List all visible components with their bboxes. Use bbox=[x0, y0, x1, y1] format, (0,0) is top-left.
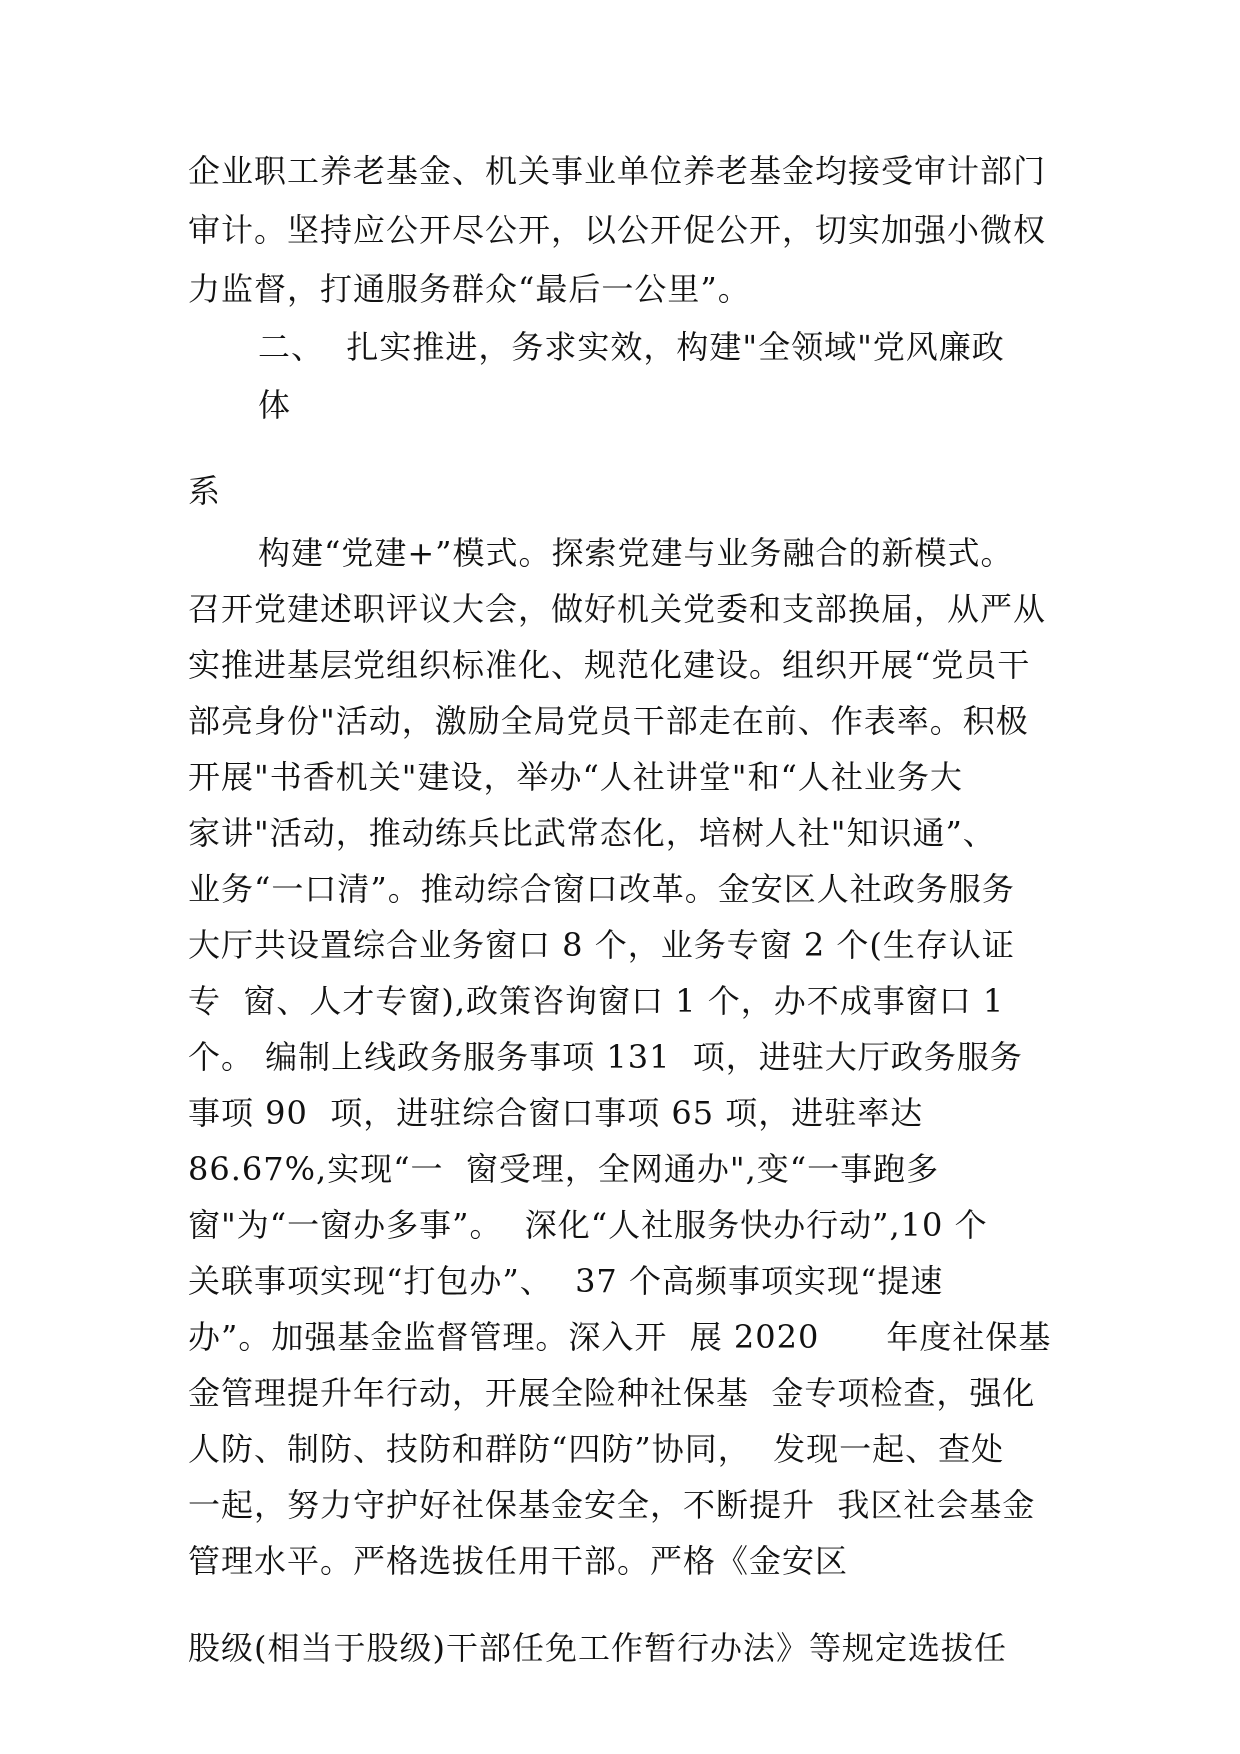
section-heading: 二、 扎实推进，务求实效，构建"全领域"党风廉政 bbox=[258, 328, 1005, 366]
paragraph-line: 家讲"活动，推动练兵比武常态化，培树人社"知识通”、 bbox=[188, 814, 996, 852]
paragraph-line: 部亮身份"活动，激励全局党员干部走在前、作表率。积极 bbox=[188, 702, 1029, 740]
paragraph-line: 企业职工养老基金、机关事业单位养老基金均接受审计部门 bbox=[188, 152, 1047, 190]
paragraph-line: 事项 90 项，进驻综合窗口事项 65 项，进驻率达 bbox=[188, 1094, 924, 1132]
paragraph-line: 实推进基层党组织标准化、规范化建设。组织开展“党员干 bbox=[188, 646, 1031, 684]
paragraph-line: 一起，努力守护好社保基金安全，不断提升 我区社会基金 bbox=[188, 1486, 1036, 1524]
section-heading-end: 系 bbox=[188, 472, 222, 510]
paragraph-line: 人防、制防、技防和群防“四防”协同， 发现一起、查处 bbox=[188, 1430, 1005, 1468]
paragraph-line: 业务“一口清”。推动综合窗口改革。金安区人社政务服务 bbox=[188, 870, 1015, 908]
paragraph-line: 大厅共设置综合业务窗口 8 个，业务专窗 2 个(生存认证 bbox=[188, 926, 1015, 964]
paragraph-line: 股级(相当于股级)干部任免工作暂行办法》等规定选拔任 bbox=[188, 1629, 1007, 1667]
paragraph-line: 86.67%,实现“一 窗受理，全网通办",变“一事跑多 bbox=[188, 1150, 940, 1188]
paragraph-line: 个。 编制上线政务服务事项 131 项，进驻大厅政务服务 bbox=[188, 1038, 1023, 1076]
paragraph-line: 专 窗、人才专窗),政策咨询窗口 1 个，办不成事窗口 1 bbox=[188, 982, 1005, 1020]
paragraph-line: 金管理提升年行动，开展全险种社保基 金专项检查，强化 bbox=[188, 1374, 1036, 1412]
paragraph-line: 审计。坚持应公开尽公开，以公开促公开，切实加强小微权 bbox=[188, 211, 1047, 249]
paragraph-line: 开展"书香机关"建设，举办“人社讲堂"和“人社业务大 bbox=[188, 758, 963, 796]
section-heading-continued: 体 bbox=[258, 386, 292, 424]
paragraph-line: 办”。加强基金监督管理。深入开 展 2020 年度社保基 bbox=[188, 1318, 1052, 1356]
paragraph-line: 构建“党建+”模式。探索党建与业务融合的新模式。 bbox=[258, 534, 1014, 572]
paragraph-line: 管理水平。严格选拔任用干部。严格《金安区 bbox=[188, 1542, 849, 1580]
paragraph-line: 窗"为“一窗办多事”。 深化“人社服务快办行动”,10 个 bbox=[188, 1206, 988, 1244]
paragraph-line: 力监督，打通服务群众“最后一公里”。 bbox=[188, 270, 751, 308]
paragraph-line: 关联事项实现“打包办”、 37 个高频事项实现“提速 bbox=[188, 1262, 944, 1300]
paragraph-line: 召开党建述职评议大会，做好机关党委和支部换届，从严从 bbox=[188, 590, 1047, 628]
